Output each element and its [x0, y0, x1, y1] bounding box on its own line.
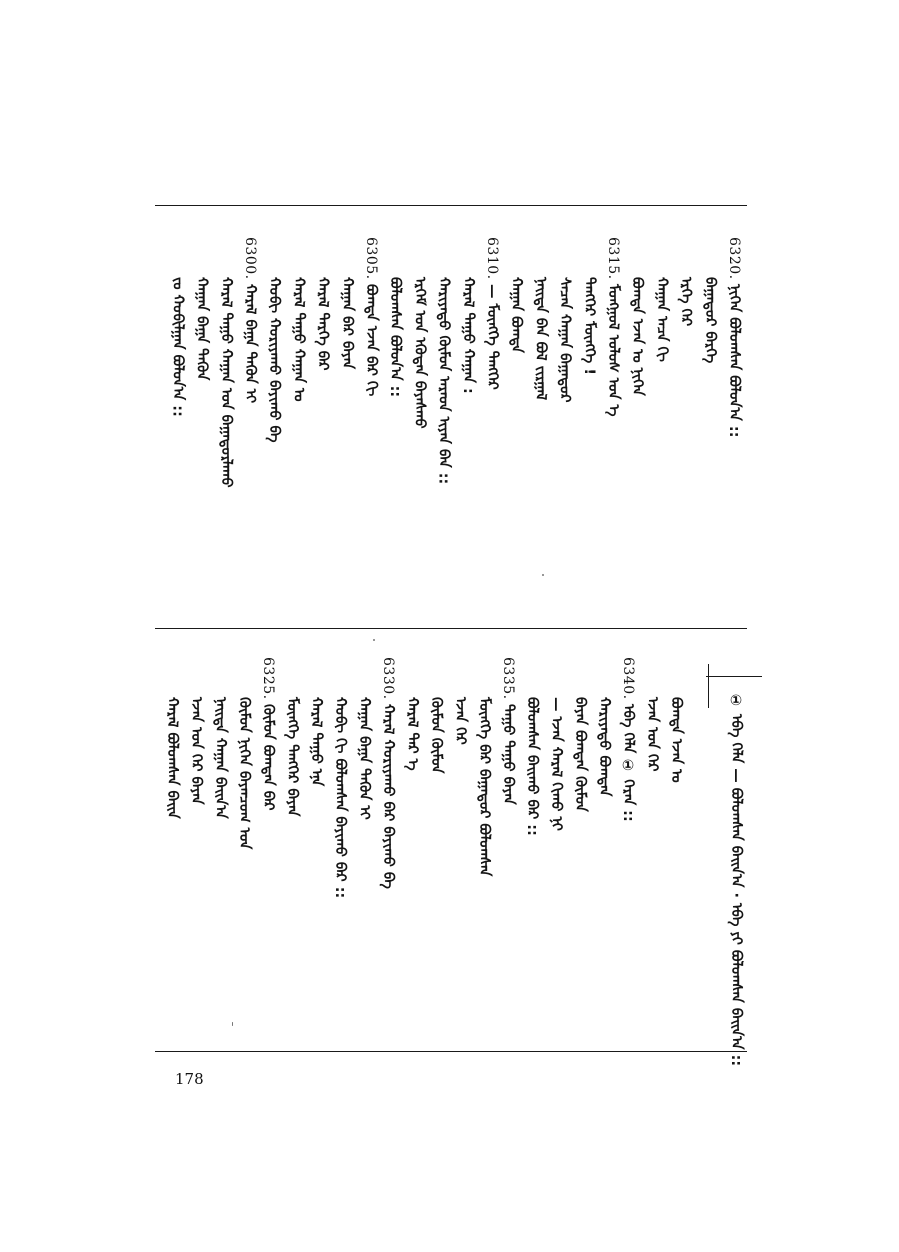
lower-text-block — [155, 657, 747, 1067]
verse-text: ᠬᠠᠷᠠᠯ ᠲᠡᠷ ᠡ — [404, 697, 420, 771]
verse-line — [723, 237, 745, 597]
verse-text: ᠬᠠᠭᠠᠨ ᠪᠠᠭᠠ ᠲᠡᠭᠦᠨ ᠢ — [356, 697, 372, 820]
verse-line — [521, 657, 543, 1027]
line-number: 6330. — [380, 657, 396, 700]
verse-text: ᠬᠤᠪᠢ ᠬᠤᠷᠢᠶᠠᠬᠤ ᠪᠠᠶᠢᠬᠤ ᠪᠠ — [266, 277, 283, 443]
verse-text: ᠨᠢᠭᠡᠨ ᠪᠤᠯᠤᠭᠰᠠᠨ ᠪᠣᠯᠤᠨ᠎ᠠ :: — [726, 283, 742, 438]
verse-line — [425, 657, 447, 1027]
verse-text: ᠡᠷᠬᠡᠮ ᠤᠨ ᠡᠭᠦᠳᠡᠨ ᠪᠠᠶᠠᠰᠬᠤ — [411, 277, 428, 429]
verse-text: ᠪᠠᠶᠠᠨ ᠪᠣᠭᠳᠠᠨ ᠬᠦᠮᠦᠨ — [572, 697, 588, 812]
verse-line — [377, 657, 399, 1027]
paper-speck — [232, 1022, 233, 1026]
top-rule — [155, 205, 747, 206]
verse-line — [353, 657, 375, 1027]
line-number: 6315. — [605, 237, 621, 280]
verse-text: ᠮᠣᠩᠭᠣᠯ ᠤᠯᠤᠰ ᠤᠨ ᠡ — [605, 283, 621, 416]
verse-text: ᠵᠤ ᠬᠤᠪᠢᠯᠭᠠᠨ ᠪᠣᠯᠤᠨ᠎ᠠ :: — [169, 277, 186, 417]
verse-text: ᠬᠠᠷᠠᠯ ᠳᠠᠭᠤ ᠡᠨᠡ — [308, 697, 324, 787]
footnote — [725, 657, 747, 1067]
verse-line — [545, 657, 567, 1027]
paper-speck — [373, 639, 375, 641]
verse-line — [665, 657, 687, 1027]
verse-text: ᠬᠠᠭᠠᠨ ᠪᠣᠭᠳᠠ — [508, 277, 525, 353]
verse-line — [497, 657, 519, 1027]
verse-text: ᠬᠠᠷᠠᠯ ᠳᠠᠭᠤ ᠬᠠᠭᠠᠨ : — [459, 277, 476, 394]
verse-line — [360, 237, 382, 597]
verse-text: ᠡᠵᠡᠨ ᠭᠡᠷ — [452, 697, 468, 745]
verse-line — [329, 657, 351, 1027]
verse-line — [336, 237, 358, 597]
verse-line — [433, 237, 455, 597]
verse-text: ᠰᠡᠴᠡᠨ ᠬᠠᠭᠠᠨ ᠪᠠᠭᠠᠲᠤᠷ — [556, 277, 573, 403]
footnote-text: ① ᠡᠪᠡ ᠬᠡᠯᠡ — ᠪᠤᠯᠤᠭᠰᠠᠨ ᠪᠠᠢᠨ᠎ᠠ · ᠡᠪᠡ ᠶᠢ ᠪᠤᠯᠤᠭᠰᠠᠨ ᠪᠠᠢᠨ᠎ᠠ :: — [728, 693, 744, 1067]
verse-text: ᠮᠥᠩᠬᠡ ᠲᠡᠩᠭᠡᠷ ᠪᠠᠶᠠᠨ — [284, 697, 300, 817]
bottom-rule — [155, 1051, 747, 1052]
verse-text: ᠮᠥᠩᠬᠡ ᠪᠡᠷ ᠪᠠᠭᠠᠲᠤᠷ ᠪᠤᠯᠤᠭᠰᠠᠨ — [476, 697, 492, 877]
paper-speck — [542, 574, 544, 576]
verse-line — [239, 237, 261, 597]
verse-line — [384, 237, 406, 597]
line-number: 6325. — [260, 657, 276, 700]
verse-line — [457, 237, 479, 597]
verse-text: ᠬᠠᠷᠠᠯ ᠳᠠᠭᠤ ᠬᠠᠭᠠᠨ ᠤ — [290, 277, 307, 402]
line-number: 6340. — [620, 657, 636, 700]
verse-text: ᠨᠡᠢᠲᠡ ᠬᠠᠭᠠᠨ ᠪᠠᠢᠨ᠎ᠠ — [212, 697, 228, 819]
verse-line — [529, 237, 551, 597]
verse-text: ᠡᠷᠬᠡ ᠭᠡᠷ — [677, 277, 694, 327]
verse-line — [505, 237, 527, 597]
verse-text: ᠬᠦᠮᠦᠨ ᠬᠦᠮᠦᠨ — [428, 697, 444, 774]
verse-line — [578, 237, 600, 597]
line-number: 6335. — [500, 657, 516, 700]
verse-text: ᠬᠠᠷᠠᠯ ᠳᠠᠭᠤ ᠬᠠᠭᠠᠨ ᠤᠨ ᠪᠠᠭᠠᠲᠤᠷᠯᠠᠬᠤ — [217, 277, 234, 488]
verse-text: ᠪᠤᠯᠤᠭᠰᠠᠨ ᠪᠣᠯᠤᠨ᠎ᠠ :: — [387, 277, 404, 398]
verse-line — [641, 657, 663, 1027]
verse-text: ᠬᠤᠪᠢ ᠬᠢ ᠪᠤᠯᠤᠭᠰᠠᠨ ᠪᠠᠶᠢᠬᠤ ᠪᠡᠷ :: — [332, 697, 348, 899]
verse-line — [554, 237, 576, 597]
verse-line — [215, 237, 237, 597]
verse-text: ᠬᠠᠷᠢᠶᠠᠲᠤ ᠪᠣᠭᠳᠠᠨ — [596, 697, 612, 797]
verse-text: ᠪᠣᠭᠳᠠ ᠡᠵᠡᠨ ᠪᠡᠷ ᠬᠢ — [363, 283, 379, 396]
verse-line — [617, 657, 639, 1027]
verse-text: ᠬᠦᠮᠦᠨ ᠪᠣᠭᠳᠠᠨ ᠪᠠᠷ — [260, 703, 276, 811]
verse-line — [191, 237, 213, 597]
verse-text: ᠬᠦᠮᠦᠨ ᠨᠢᠭᠡᠨ ᠪᠠᠶᠠᠨᠴᠤᠭ ᠤᠨ — [236, 697, 252, 850]
line-number: 6310. — [484, 237, 500, 280]
verse-line — [166, 237, 188, 597]
verse-line — [626, 237, 648, 597]
verse-line — [287, 237, 309, 597]
verse-line — [263, 237, 285, 597]
line-number: 6300. — [242, 237, 258, 280]
verse-line — [481, 237, 503, 597]
verse-text: ᠬᠠᠷᠠᠯ ᠬᠤᠷᠢᠶᠠᠬᠤ ᠪᠡᠷ ᠪᠠᠶᠢᠬᠤ ᠪᠠ — [380, 703, 396, 889]
verse-text: ᠡᠪᠡ ᠬᠡᠯᠡ ① ᠭᠡᠷᠡᠨ :: — [620, 703, 636, 822]
verse-text: ᠬᠠᠷᠢᠶᠠᠲᠤ ᠬᠦᠮᠦᠨ ᠠᠷᠠᠳ ᠢᠶᠠᠨ ᠪᠡᠨ :: — [435, 277, 452, 485]
verse-line — [305, 657, 327, 1027]
verse-text: ᠬᠠᠷᠠᠯ ᠪᠠᠭᠠ ᠲᠡᠭᠦᠨ ᠢ — [242, 283, 258, 403]
verse-line — [473, 657, 495, 1027]
verse-line — [593, 657, 615, 1027]
upper-text-block — [155, 237, 747, 597]
verse-line — [650, 237, 672, 597]
verse-text: ᠪᠣᠯᠤᠭᠰᠠᠨ ᠪᠠᠢᠬᠤ ᠪᠡᠷ :: — [524, 697, 540, 836]
verse-text: ᠬᠠᠭᠠᠨ ᠠᠴᠠ ᠬᠢ — [653, 277, 670, 362]
verse-line — [408, 237, 430, 597]
verse-line — [161, 657, 183, 1027]
verse-text: ᠬᠠᠷᠠᠯ ᠪᠤᠯᠤᠭᠰᠠᠨ ᠪᠠᠢᠨ — [164, 697, 180, 819]
verse-text: ᠪᠣᠭᠳᠠ ᠡᠵᠡᠨ ᠤ ᠨᠢᠭᠡᠨ — [629, 277, 646, 396]
verse-text: ᠡᠵᠡᠨ ᠤᠨ ᠭᠡᠷ ᠪᠠᠶᠠᠨ — [188, 697, 204, 805]
page-number: 178 — [175, 1070, 204, 1088]
verse-line — [699, 237, 721, 597]
verse-line — [449, 657, 471, 1027]
verse-text: ᠬᠠᠷᠠᠯ ᠲᠡᠷᠭᠡ ᠪᠡᠷ — [314, 277, 331, 371]
line-number: 6320. — [726, 237, 742, 280]
verse-text: ᠪᠣᠭᠳᠠ ᠡᠵᠡᠨ ᠤ — [668, 697, 684, 783]
verse-line — [281, 657, 303, 1027]
verse-line — [602, 237, 624, 597]
verse-text: ᠬᠠᠭᠠᠨ ᠪᠡᠷ ᠪᠠᠶᠠᠨ — [338, 277, 355, 370]
verse-line — [257, 657, 279, 1027]
verse-text: ᠲᠡᠩᠭᠡᠷ ᠮᠥᠩᠬᠡ ! — [580, 277, 597, 375]
verse-line — [401, 657, 423, 1027]
verse-line — [209, 657, 231, 1027]
line-number: 6305. — [363, 237, 379, 280]
verse-text: — ᠡᠵᠡᠨ ᠬᠠᠷᠠᠯ ᠬᠢᠬᠤ ᠨᠢ — [548, 697, 564, 831]
verse-line — [675, 237, 697, 597]
verse-text: ᠨᠡᠢᠲᠡ ᠪᠡᠨ ᠪᠤᠯ ᠵᠢᠷᠭᠠᠯ — [532, 277, 549, 401]
middle-rule — [155, 628, 747, 629]
verse-text: ᠬᠠᠭᠠᠨ ᠪᠠᠭᠠ ᠲᠡᠭᠦᠨ — [193, 277, 210, 381]
verse-text: ᠪᠠᠭᠠᠲᠤᠷ ᠪᠡᠷᠬᠡ — [701, 277, 718, 364]
verse-text: ᠡᠵᠡᠨ ᠤᠨ ᠭᠡᠷ — [644, 697, 660, 772]
verse-line — [312, 237, 334, 597]
verse-line — [185, 657, 207, 1027]
verse-text: — ᠮᠥᠩᠬᠡ ᠲᠡᠩᠭᠡᠷ — [484, 283, 500, 390]
verse-line — [569, 657, 591, 1027]
verse-text: ᠳᠠᠭᠤ ᠳᠠᠭᠤ ᠪᠠᠶᠠᠨ — [500, 703, 516, 805]
verse-line — [233, 657, 255, 1027]
